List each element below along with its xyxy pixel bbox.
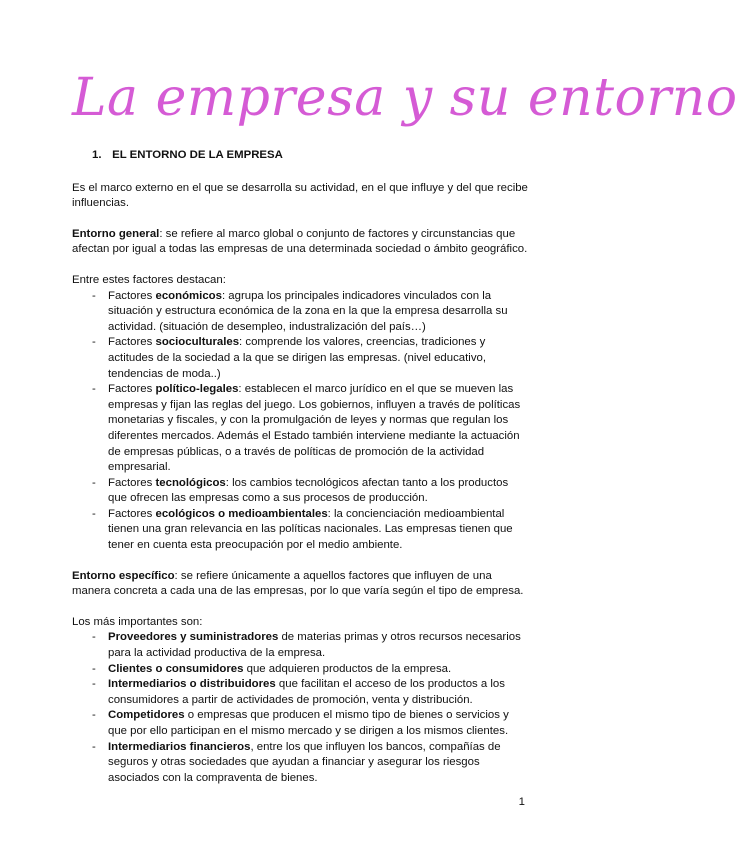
specific-text: : se refiere únicamente a aquellos factores que influyen de una manera concreta a cada una de las empresas, por lo que varía según el tipo de empresa. — [72, 569, 524, 598]
list-item: - Factores ecológicos o medioambientales: la concienciación medioambiental tienen una gran relevancia en las políticas nacionales. Las empresas tienen que tener en cuenta esta preocupación por el medio ambiente. — [92, 507, 513, 552]
factors-intro: Entre estes factores destacan: — [72, 273, 226, 286]
intro-paragraph: Es el marco externo en el que se desarrolla su actividad, en el que influye y del que recibe influencias. — [72, 181, 528, 210]
list-item: - Proveedores y suministradores de materias primas y otros recursos necesarios para la actividad productiva de la empresa. — [92, 631, 521, 660]
document-body — [72, 148, 528, 786]
list-item: - Factores económicos: agrupa los principales indicadores vinculados con la situación y estructura económica de la zona en la que la empresa desarrolla su actividad. (situación de desempleo, industralización del país…) — [92, 289, 508, 333]
general-text: : se refiere al marco global o conjunto de factores y circunstancias que afectan por igual a todas las empresas de una determinada sociedad o ámbito geográfico. — [72, 227, 528, 256]
specific-list — [72, 630, 528, 786]
list-item: - Clientes o consumidores que adquieren productos de la empresa. — [92, 662, 452, 675]
general-paragraph — [72, 227, 528, 258]
page-title: La empresa y su entorno — [72, 68, 738, 128]
list-item: - Intermediarios financieros, entre los que influyen los bancos, compañías de seguros y otras sociedades que ayudan a financiar y asegurar los riesgos asociados con la compraventa de bienes. — [92, 740, 501, 784]
specific-label: Entorno específico — [72, 569, 175, 582]
list-item: - Factores socioculturales: comprende los valores, creencias, tradiciones y actitudes de la sociedad a la que se dirigen las empresas. (nivel educativo, tendencias de moda..) — [92, 336, 487, 380]
general-label: Entorno general — [72, 227, 160, 240]
list-item: - Intermediarios o distribuidores que facilitan el acceso de los productos a los consumidores a partir de actividades de promoción, venta y distribución. — [92, 678, 505, 706]
factors-list — [72, 289, 528, 554]
specific-paragraph — [72, 569, 528, 600]
list-item: - Factores político-legales: establecen el marco jurídico en el que se mueven las empresas y fijan las reglas del juego. Los gobiernos, influyen a través de políticas monetarias y fiscales, y con la promulgación de leyes y normas que regulan los diferentes mercados. Además el Estado también interviene mediante la actuación de empresas públicas, o a través de políticas de promoción de la actividad empresarial. — [92, 383, 521, 474]
list-item: - Competidores o empresas que producen el mismo tipo de bienes o servicios y que por ello participan en el mismo mercado y se dirigen a los mismos clientes. — [92, 709, 509, 737]
specific-intro: Los más importantes son: — [72, 615, 203, 628]
section-number: 1. — [92, 149, 102, 161]
list-item: - Factores tecnológicos: los cambios tecnológicos afectan tanto a los productos que ofrecen las empresas como a sus procesos de producción. — [92, 476, 509, 505]
section-heading — [92, 148, 528, 164]
section-heading-text: EL ENTORNO DE LA EMPRESA — [112, 149, 283, 161]
page-number: 1 — [518, 796, 525, 808]
